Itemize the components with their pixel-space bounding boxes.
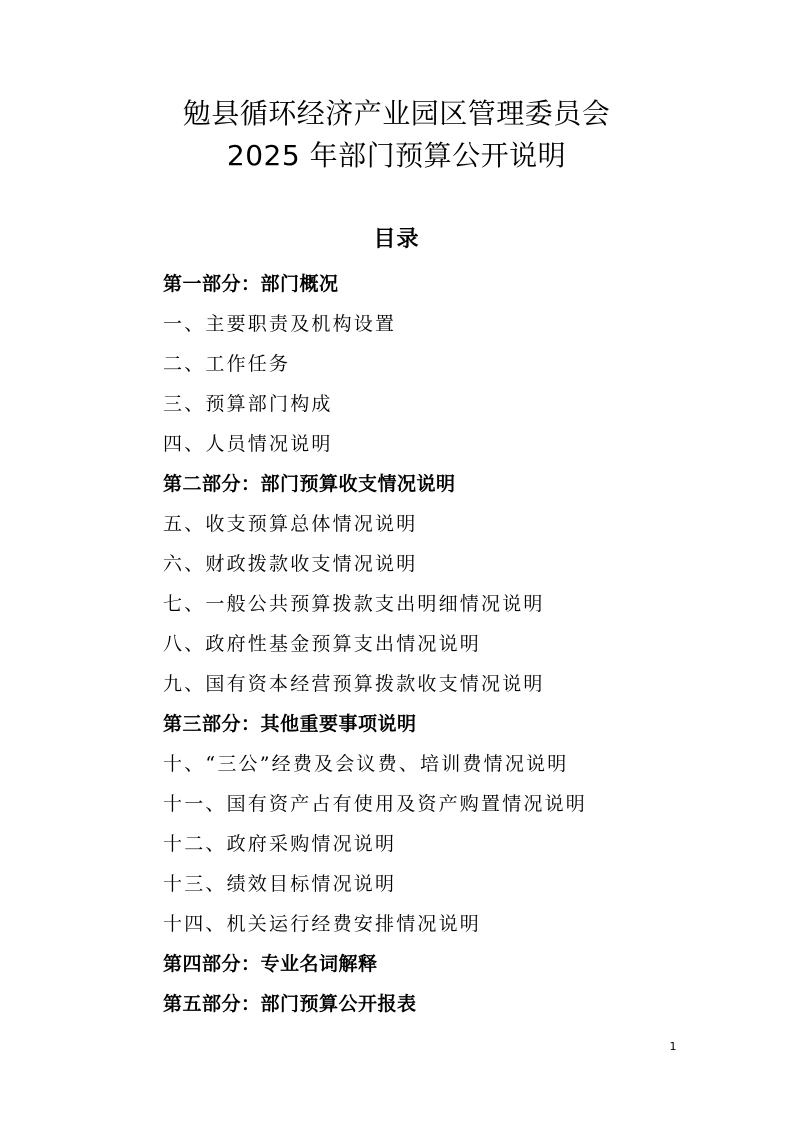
toc-section-8: 八、政府性基金预算支出情况说明 xyxy=(163,633,482,655)
toc-section-3: 三、预算部门构成 xyxy=(163,393,333,415)
toc-section-6: 六、财政拨款收支情况说明 xyxy=(163,553,418,575)
toc-part-1: 第一部分：部门概况 xyxy=(163,273,339,295)
toc-part-3: 第三部分：其他重要事项说明 xyxy=(163,713,417,735)
toc-part-4: 第四部分：专业名词解释 xyxy=(163,953,378,975)
toc-part-2: 第二部分：部门预算收支情况说明 xyxy=(163,473,456,495)
page-number: 1 xyxy=(669,1040,677,1053)
toc-section-4: 四、人员情况说明 xyxy=(163,433,333,455)
toc-section-9: 九、国有资本经营预算拨款收支情况说明 xyxy=(163,673,545,695)
toc-section-13: 十三、绩效目标情况说明 xyxy=(163,873,397,895)
toc-section-5: 五、收支预算总体情况说明 xyxy=(163,513,418,535)
toc-section-10: 十、“三公”经费及会议费、培训费情况说明 xyxy=(163,753,569,775)
toc-section-12: 十二、政府采购情况说明 xyxy=(163,833,397,855)
title-line-organization: 勉县循环经济产业园区管理委员会 xyxy=(182,97,611,130)
toc-section-2: 二、工作任务 xyxy=(163,353,291,375)
toc-section-11: 十一、国有资产占有使用及资产购置情况说明 xyxy=(163,793,588,815)
table-of-contents xyxy=(163,264,723,1024)
toc-section-1: 一、主要职责及机构设置 xyxy=(163,313,397,335)
document-title xyxy=(0,93,793,177)
toc-heading: 目录 xyxy=(373,227,420,252)
toc-part-5: 第五部分：部门预算公开报表 xyxy=(163,993,417,1015)
toc-section-14: 十四、机关运行经费安排情况说明 xyxy=(163,913,482,935)
title-line-subject: 2025 年部门预算公开说明 xyxy=(226,139,567,172)
toc-section-7: 七、一般公共预算拨款支出明细情况说明 xyxy=(163,593,545,615)
